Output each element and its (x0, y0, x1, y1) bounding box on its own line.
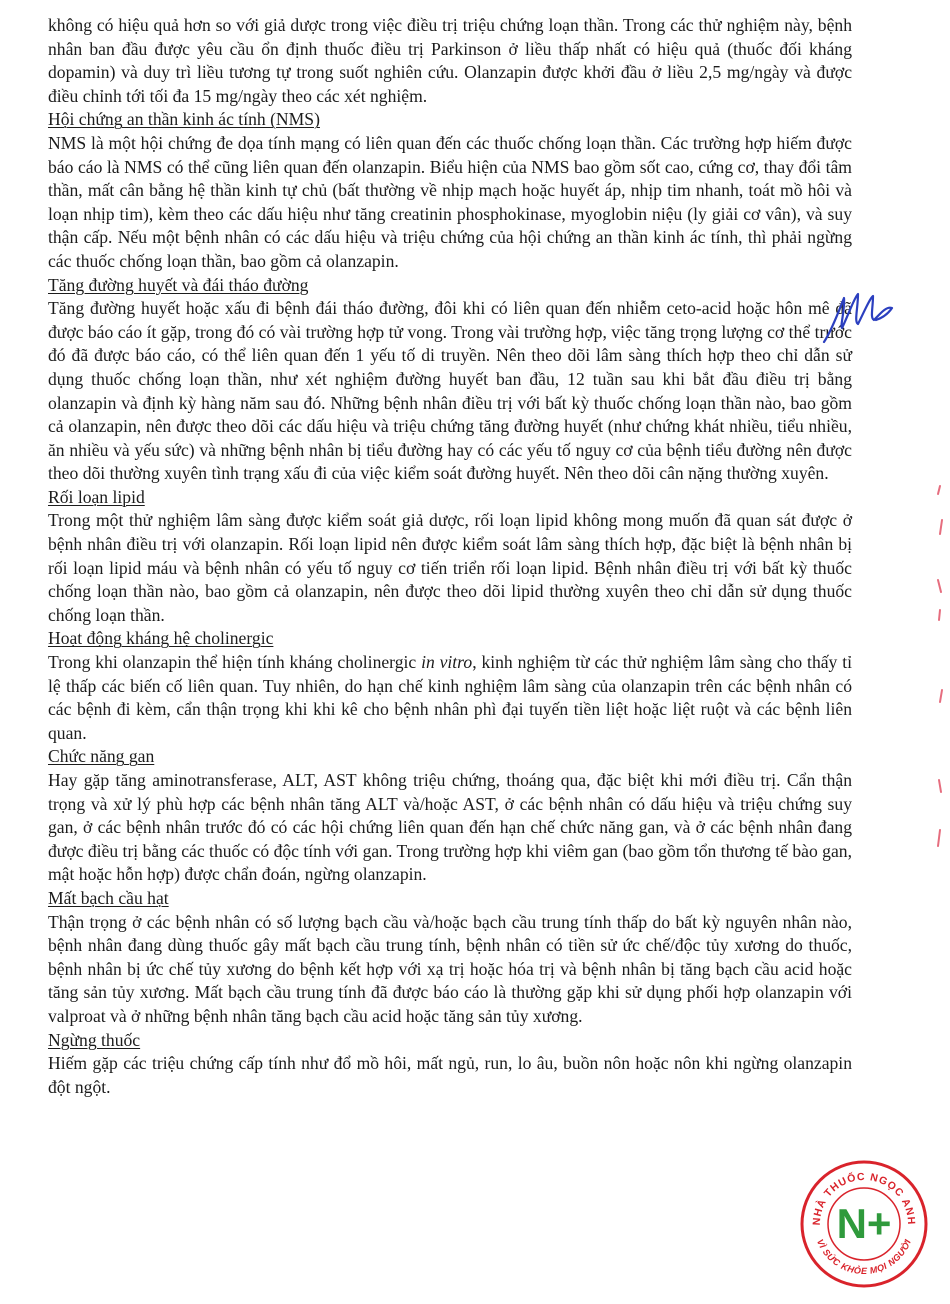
anticholinergic-text-end: , kinh nghiệm từ các thử nghiệm lâm sàng cho thấy tỉ lệ thấp các biến cố liên quan. Tuy nhiên, do hạn chế kinh nghiệm lâm sàng của olanzapin trên các bệnh nhân có các bệnh đi kèm, cẩn thận trọng khi khi kê cho bệnh nhân phì đại tuyến tiền liệt hoặc liệt ruột và các bệnh liên quan. (48, 652, 852, 743)
heading-hyperglycemia: Tăng đường huyết và đái tháo đường (48, 274, 309, 295)
paragraph-nms: NMS là một hội chứng đe dọa tính mạng có liên quan đến các thuốc chống loạn thần. Các trường hợp hiếm được báo cáo là NMS có thể cũng liên quan đến olanzapin. Biểu hiện của NMS bao gồm sốt cao, cứng cơ, thay đổi tâm thần, mất cân bằng hệ thần kinh tự chủ (bất thường về nhịp mạch hoặc huyết áp, nhịp tim nhanh, toát mồ hôi và loạn nhịp tim), kèm theo các dấu hiệu như tăng creatinin phosphokinase, myoglobin niệu (ly giải cơ vân), và suy thận cấp. Nếu một bệnh nhân có các dấu hiệu và triệu chứng của hội chứng an thần kinh ác tính, thì phải ngừng các thuốc chống loạn thần, bao gồm cả olanzapin. (48, 132, 852, 271)
signature-scribble (818, 286, 898, 346)
edge-marks (928, 480, 950, 880)
heading-agranulocytosis: Mất bạch cầu hạt (48, 887, 169, 908)
anticholinergic-in-vitro: in vitro (421, 652, 473, 673)
heading-anticholinergic: Hoạt động kháng hệ cholinergic (48, 628, 274, 649)
document-page (48, 14, 852, 1099)
anticholinergic-text-start: Trong khi olanzapin thể hiện tính kháng cholinergic (48, 652, 422, 673)
paragraph-hyperglycemia: Tăng đường huyết hoặc xấu đi bệnh đái tháo đường, đôi khi có liên quan đến nhiễm ceto-acid hoặc hôn mê đã được báo cáo ít gặp, trong đó có vài trường hợp tử vong. Trong vài trường hợp, việc tăng trọng lượng cơ thể trước đó đã được báo cáo, có thể liên quan đến 1 yếu tố di truyền. Nên theo dõi lâm sàng thích hợp theo chỉ dẫn sử dụng thuốc chống loạn thần, như xét nghiệm đường huyết ban đầu, 12 tuần sau khi bắt đầu điều trị bằng olanzapin và định kỳ hàng năm sau đó. Những bệnh nhân điều trị với bất kỳ thuốc chống loạn thần nào, bao gồm cả olanzapin, nên được theo dõi các dấu hiệu và triệu chứng tăng đường huyết (như chứng khát nhiều, tiểu nhiều, ăn nhiều và yếu sức) và những bệnh nhân bị tiểu đường hay có các yếu tố nguy cơ của bệnh tiểu đường nên được theo dõi thường xuyên tình trạng xấu đi của việc kiểm soát đường huyết. Nên theo dõi cân nặng thường xuyên. (48, 298, 852, 484)
pharmacy-stamp (798, 1158, 930, 1290)
stamp-mark-text: N+ (836, 1200, 892, 1247)
intro-paragraph: không có hiệu quả hơn so với giả dược trong việc điều trị triệu chứng loạn thần. Trong các thử nghiệm này, bệnh nhân ban đầu được yêu cầu ổn định thuốc điều trị Parkinson ở liều thấp nhất có hiệu quả (thuốc đối kháng dopamin) và duy trì liều tương tự trong suốt nghiên cứu. Olanzapin được khởi đầu ở liều 2,5 mg/ngày và được điều chỉnh tới tối đa 15 mg/ngày theo các xét nghiệm. (48, 15, 852, 106)
paragraph-dyslipidemia: Trong một thử nghiệm lâm sàng được kiểm soát giả dược, rối loạn lipid không mong muốn đã quan sát được ở bệnh nhân điều trị với olanzapin. Rối loạn lipid nên được kiểm soát lâm sàng thích hợp, đặc biệt là bệnh nhân bị rối loạn lipid máu và bệnh nhân có yếu tố nguy cơ tiến triển rối loạn lipid. Bệnh nhân điều trị với bất kỳ thuốc chống loạn thần nào, bao gồm cả olanzapin, nên được theo dõi lipid thường xuyên theo chỉ dẫn sử dụng thuốc chống loạn thần. (48, 510, 852, 625)
heading-dyslipidemia: Rối loạn lipid (48, 486, 145, 507)
paragraph-discontinuation: Hiếm gặp các triệu chứng cấp tính như đổ mồ hôi, mất ngủ, run, lo âu, buồn nôn hoặc nôn khi ngừng olanzapin đột ngột. (48, 1053, 852, 1097)
stamp-bottom-text: VÌ SỨC KHỎE MỌI NGƯỜI (814, 1237, 914, 1277)
paragraph-anticholinergic (48, 651, 852, 745)
stamp-top-text: NHÀ THUỐC NGỌC ANH (810, 1170, 918, 1226)
paragraph-liver-function: Hay gặp tăng aminotransferase, ALT, AST không triệu chứng, thoáng qua, đặc biệt khi mới điều trị. Cẩn thận trọng và xử lý phù hợp các bệnh nhân tăng ALT và/hoặc AST, ở các bệnh nhân có dấu hiệu và triệu chứng suy gan, ở các bệnh nhân trước đó có các hội chứng liên quan đến hạn chế chức năng gan, và ở các bệnh nhân đang được điều trị bằng các thuốc có độc tính với gan. Trong trường hợp khi viêm gan (bao gồm tổn thương tế bào gan, mật hoặc hỗn hợp) được chẩn đoán, ngừng olanzapin. (48, 770, 852, 885)
heading-liver-function: Chức năng gan (48, 746, 155, 767)
heading-discontinuation: Ngừng thuốc (48, 1029, 141, 1050)
paragraph-agranulocytosis: Thận trọng ở các bệnh nhân có số lượng bạch cầu và/hoặc bạch cầu trung tính thấp do bất kỳ nguyên nhân nào, bệnh nhân đang dùng thuốc gây mất bạch cầu trung tính, bệnh nhân có tiền sử ức chế/độc tủy xương do thuốc, bệnh nhân bị ức chế tủy xương do bệnh kết hợp với xạ trị hoặc hóa trị và bệnh nhân bị tăng bạch cầu acid hoặc tăng sản tủy xương. Mất bạch cầu trung tính đã được báo cáo là thường gặp khi sử dụng phối hợp olanzapin với valproat và ở những bệnh nhân tăng bạch cầu acid hoặc tăng sản tủy xương. (48, 911, 852, 1026)
heading-nms: Hội chứng an thần kinh ác tính (NMS) (48, 109, 320, 130)
